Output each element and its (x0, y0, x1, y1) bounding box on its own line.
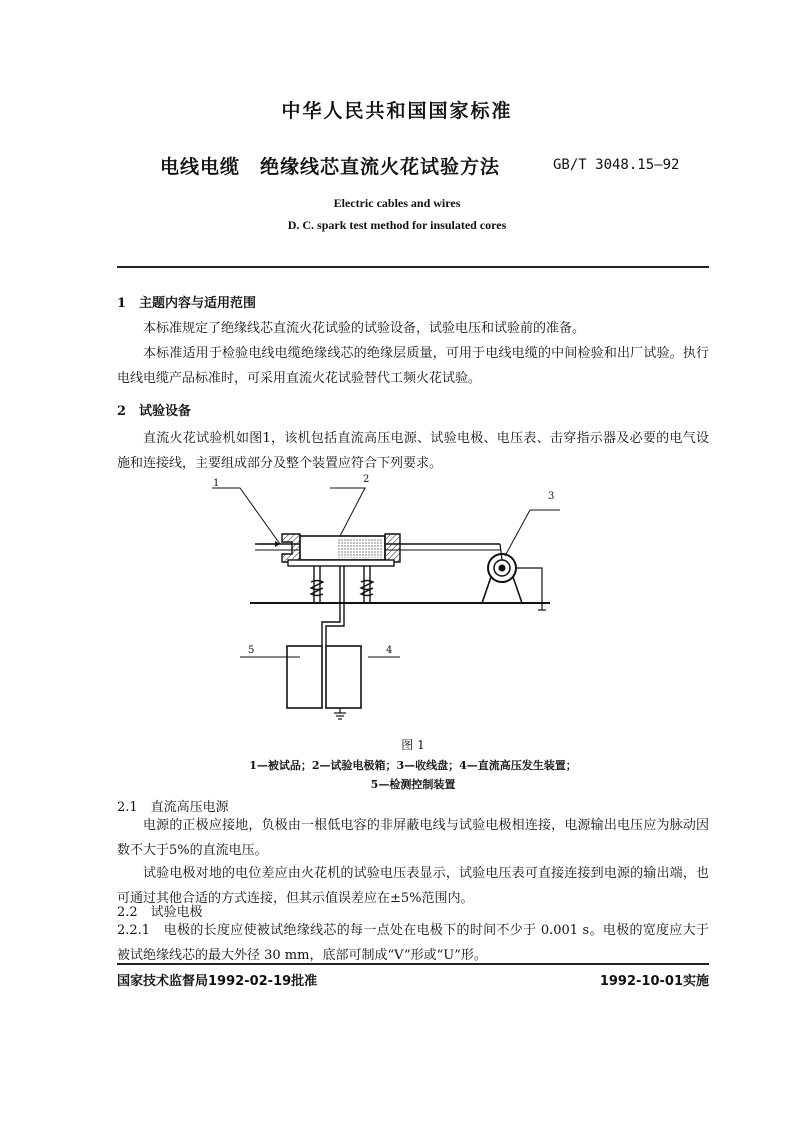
standard-code: GB/T 3048.15—92 (553, 157, 680, 173)
section-2-paragraph-1: 直流火花试验机如图1，该机包括直流高压电源、试验电极、电压表、击穿指示器及必要的电气设施和连接线，主要组成部分及整个装置应符合下列要求。 (117, 431, 709, 471)
figure-label-4: 4 (386, 645, 393, 656)
section-2-2-paragraph-1: 2.2.1 电极的长度应使被试绝缘线芯的每一点处在电极下的时间不少于 0.001 s。电极的宽度应大于被试绝缘线芯的最大外径 30 mm，底部可制成“V”形或“U”形。 (117, 923, 709, 963)
standard-body: 中华人民共和国国家标准 (281, 100, 513, 122)
section-2-1-heading: 2.1 直流高压电源 (117, 800, 229, 815)
control-device-box (287, 646, 322, 708)
english-title-line2: D. C. spark test method for insulated cores (287, 218, 507, 232)
footer-divider (117, 963, 709, 965)
figure-1-diagram (200, 470, 600, 725)
section-2-2-heading: 2.2 试验电极 (117, 905, 203, 920)
figure-caption-line-1: 1—被试品；2—试验电极箱；3—收线盘；4—直流高压发生装置； (249, 759, 577, 772)
insulator-supports (311, 566, 373, 603)
figure-label-1: 1 (213, 478, 220, 489)
electrode-right-bracket (385, 534, 400, 562)
english-title-line1: Electric cables and wires (333, 196, 461, 210)
section-2-1-paragraph-1: 电源的正极应接地，负极由一根低电容的非屏蔽电线与试验电极相连接，电源输出电压应为脉动因数不大于5%的直流电压。 (117, 818, 709, 858)
ground-symbol-bottom (334, 708, 346, 719)
figure-caption-title: 图 1 (401, 738, 425, 752)
section-1-heading: 1 主题内容与适用范围 (117, 296, 257, 311)
effective-date: 1992-10-01实施 (599, 974, 709, 989)
hv-generator-box (326, 646, 361, 708)
section-2-heading: 2 试验设备 (117, 404, 192, 419)
approval-date: 国家技术监督局1992-02-19批准 (117, 974, 318, 989)
section-2-1-paragraph-2: 试验电极对地的电位差应由火花机的试验电压表显示，试验电压表可直接连接到电源的输出端，也可通过其他合适的方式连接，但其示值误差应在±5%范围内。 (117, 866, 709, 906)
electrode-base-plate (288, 560, 394, 566)
figure-caption-line-2: 5—检测控制装置 (370, 778, 456, 791)
hv-lead (322, 566, 344, 646)
figure-label-2: 2 (363, 474, 370, 485)
section-1-paragraph-1: 本标准规定了绝缘线芯直流火花试验的试验设备，试验电压和试验前的准备。 (143, 321, 586, 336)
figure-label-3: 3 (548, 491, 555, 502)
document-title: 电线电缆 绝缘线芯直流火花试验方法 (160, 156, 501, 178)
figure-label-5: 5 (248, 645, 255, 656)
electrode-left-bracket (282, 534, 300, 562)
header-divider (117, 266, 709, 268)
take-up-reel (482, 554, 522, 603)
section-1-paragraph-2: 本标准适用于检验电线电缆绝缘线芯的绝缘层质量，可用于电线电缆的中间检验和出厂试验。执行电线电缆产品标准时，可采用直流火花试验替代工频火花试验。 (117, 346, 709, 386)
